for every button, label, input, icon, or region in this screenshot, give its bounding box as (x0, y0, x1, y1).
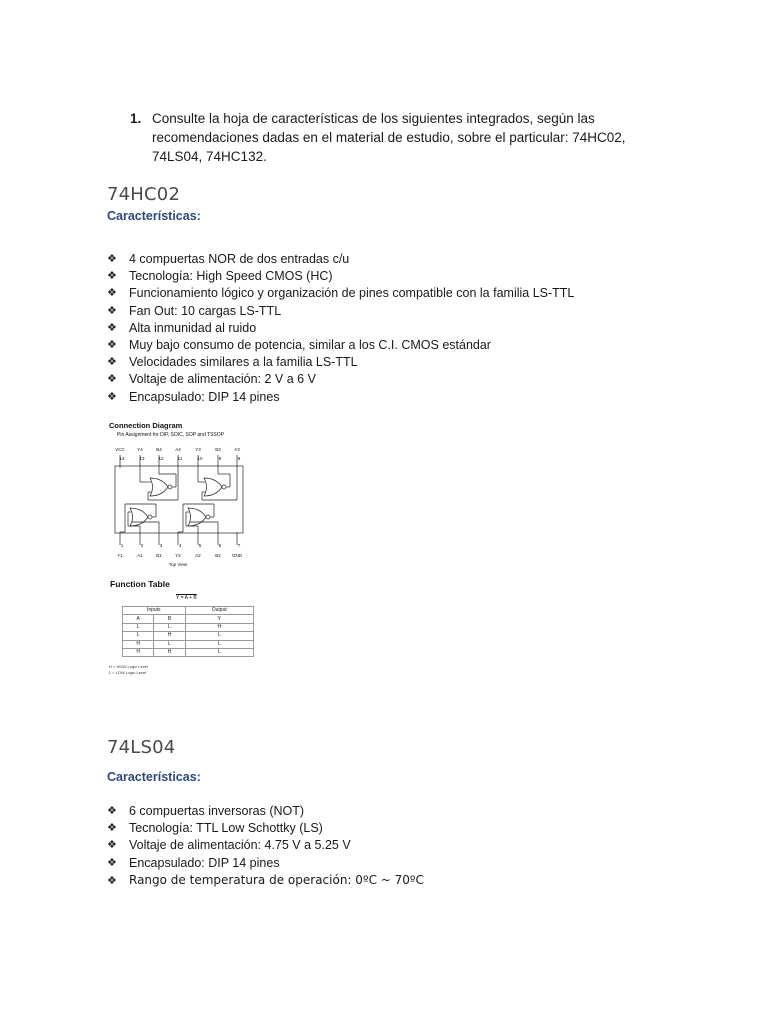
function-table-title: Function Table (110, 579, 170, 589)
table-column-header: A (123, 615, 154, 623)
feature-item: ❖ Alta inmunidad al ruido (107, 320, 257, 335)
pin-number-bottom: 3 (159, 543, 163, 548)
table-notes: H = HIGH Logic Level L = LOW Logic Level (109, 664, 148, 675)
pin-number-bottom: 7 (237, 543, 241, 548)
bullet-diamond-icon: ❖ (107, 390, 117, 403)
features-list-74ls04 (107, 803, 424, 889)
pin-label-bottom: GND (232, 553, 242, 558)
section-subtitle-74hc02: Características: (107, 209, 201, 223)
bullet-diamond-icon: ❖ (107, 304, 117, 317)
table-row: L H L (123, 632, 254, 640)
feature-item: ❖ Velocidades similares a la familia LS-TTL (107, 355, 358, 370)
intro-question (130, 109, 650, 166)
top-view-label: Top View (168, 562, 188, 567)
feature-item: ❖ Encapsulado: DIP 14 pines (107, 855, 280, 870)
bullet-diamond-icon: ❖ (107, 321, 117, 334)
table-row: H H L (123, 648, 254, 656)
bullet-diamond-icon: ❖ (107, 356, 117, 369)
pin-label-bottom: Y1 (117, 553, 123, 558)
features-list-74hc02 (107, 251, 574, 406)
pin-number-bottom: 2 (140, 543, 144, 548)
feature-item: ❖ 6 compuertas inversoras (NOT) (107, 804, 305, 818)
intro-line: 74LS04, 74HC132. (152, 149, 267, 164)
pin-number-bottom: 1 (120, 543, 124, 548)
pin-number-top: 9 (218, 456, 222, 461)
pin-number-top: 8 (237, 456, 241, 461)
feature-item: ❖ Voltaje de alimentación: 2 V a 6 V (107, 372, 316, 387)
pin-label-bottom: A2 (195, 553, 201, 558)
pin-number-top: 11 (177, 456, 183, 461)
pin-label-top: B3 (215, 447, 221, 452)
pin-label-top: A4 (175, 447, 181, 452)
feature-item: ❖ Fan Out: 10 cargas LS-TTL (107, 303, 282, 318)
pin-number-bottom: 6 (218, 543, 222, 548)
section-subtitle-74ls04: Características: (107, 770, 201, 784)
bullet-diamond-icon: ❖ (107, 253, 117, 265)
feature-item: ❖ Tecnología: High Speed CMOS (HC) (107, 269, 333, 284)
function-table (122, 606, 254, 657)
bullet-diamond-icon: ❖ (107, 839, 117, 852)
pin-label-top: VCC (115, 447, 125, 452)
pin-number-top: 12 (158, 456, 164, 461)
table-group-header: Inputs (123, 607, 186, 615)
pin-label-bottom: A1 (137, 553, 143, 558)
feature-item: ❖ Voltaje de alimentación: 4.75 V a 5.25 V (107, 838, 351, 853)
section-title-74ls04: 74LS04 (107, 737, 176, 758)
pin-label-top: Y4 (137, 447, 143, 452)
intro-line: recomendaciones dadas en el material de estudio, sobre el particular: 74HC02, (152, 130, 626, 145)
bullet-diamond-icon: ❖ (107, 287, 117, 300)
logic-equation: Y = A + B (176, 595, 197, 601)
feature-item: ❖ Rango de temperatura de operación: 0ºC ~ 70ºC (107, 872, 424, 887)
table-row: L L H (123, 623, 254, 631)
feature-item: ❖ Funcionamiento lógico y organización de pines compatible con la familia LS-TTL (107, 286, 575, 301)
feature-item: ❖ Encapsulado: DIP 14 pines (107, 389, 280, 404)
intro-line: Consulte la hoja de características de los siguientes integrados, según las (152, 111, 595, 126)
pin-number-bottom: 5 (198, 543, 202, 548)
table-column-header: Y (185, 615, 254, 623)
bullet-diamond-icon: ❖ (107, 822, 117, 835)
table-group-header: Output (185, 607, 254, 615)
pin-number-top: 14 (119, 456, 125, 461)
bullet-diamond-icon: ❖ (107, 338, 117, 351)
pin-label-top: B4 (156, 447, 162, 452)
feature-item: ❖ Muy bajo consumo de potencia, similar a los C.I. CMOS estándar (107, 337, 491, 352)
pin-label-bottom: B1 (156, 553, 162, 558)
bullet-diamond-icon: ❖ (107, 373, 117, 386)
pin-number-top: 13 (139, 456, 145, 461)
pin-label-top: Y3 (195, 447, 201, 452)
feature-item: ❖ Tecnología: TTL Low Schottky (LS) (107, 821, 323, 836)
table-column-header: B (154, 615, 185, 623)
pin-number-bottom: 4 (178, 543, 182, 548)
bullet-diamond-icon: ❖ (107, 873, 117, 887)
question-number: 1. (130, 111, 142, 126)
connection-diagram-subtitle: Pin Assignment for DIP, SOIC, SOP and TSSOP (117, 432, 224, 438)
pin-label-bottom: Y2 (175, 553, 181, 558)
feature-item: ❖ 4 compuertas NOR de dos entradas c/u (107, 252, 350, 266)
pin-number-top: 10 (197, 456, 203, 461)
pin-label-bottom: B2 (215, 553, 221, 558)
table-row: H L L (123, 640, 254, 648)
bullet-diamond-icon: ❖ (107, 270, 117, 283)
pin-label-top: A3 (234, 447, 240, 452)
bullet-diamond-icon: ❖ (107, 805, 117, 817)
bullet-diamond-icon: ❖ (107, 856, 117, 869)
connection-diagram-title: Connection Diagram (109, 421, 183, 430)
section-title-74hc02: 74HC02 (107, 184, 181, 205)
